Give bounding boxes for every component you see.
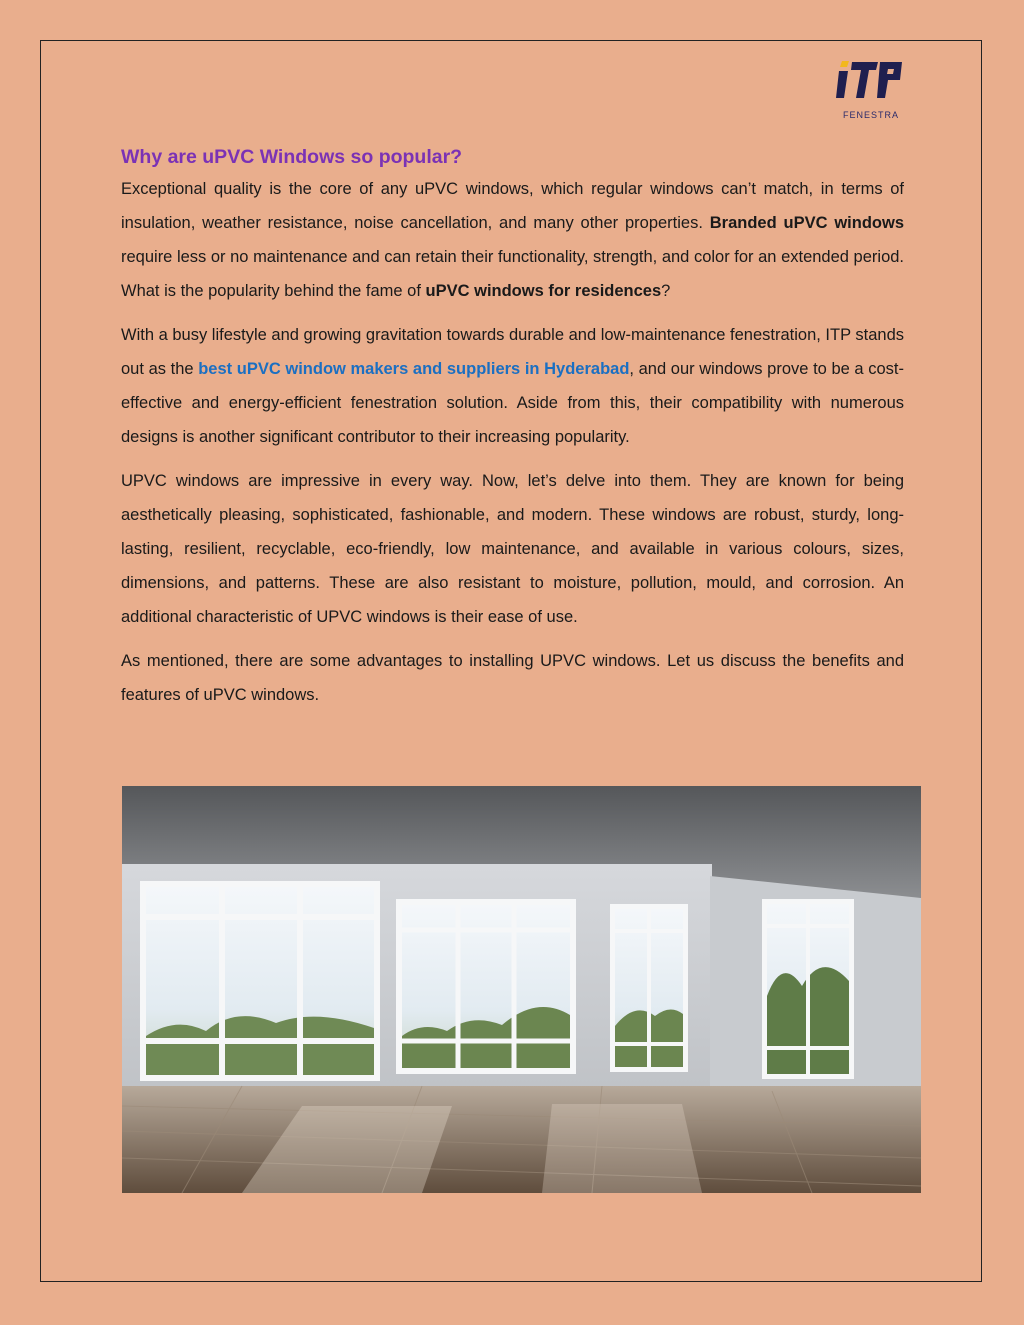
p1-text-3: ?: [661, 282, 671, 300]
paragraph-3: UPVC windows are impressive in every way. Now, let’s delve into them. They are known for being aesthetically pleasing, sophisticated, fashionable, and modern. These windows are robust, sturdy, long-lasting, resilient, recyclable, eco-friendly, low maintenance, and available in various colours, sizes, dimensions, and patterns. These are also resistant to moisture, pollution, mould, and corrosion. An additional characteristic of UPVC windows is their ease of use.: [121, 472, 904, 626]
itp-logo: [836, 58, 906, 122]
section-heading: Why are uPVC Windows so popular?: [121, 146, 463, 168]
room-windows-photo: [122, 786, 921, 1193]
p1-bold-residences: uPVC windows for residences: [425, 282, 662, 300]
article-body: [121, 142, 904, 722]
p1-text-1: Exceptional quality is the core of any uPVC windows, which regular windows can’t match, in terms of insulation, weather resistance, noise cancellation, and many other properties.: [121, 180, 904, 232]
p1-text-2: require less or no maintenance and can retain their functionality, strength, and color for an extended period. What is the popularity behind the fame of: [121, 248, 905, 300]
paragraph-1: [121, 172, 904, 308]
p2-text-1: With a busy lifestyle and growing gravitation towards durable and low-maintenance fenestration, ITP stands out as the: [121, 326, 904, 378]
paragraph-2: [121, 318, 904, 454]
p1-bold-branded: Branded uPVC windows: [709, 214, 904, 232]
hyderabad-link[interactable]: best uPVC window makers and suppliers in Hyderabad: [198, 360, 630, 378]
logo-subtext: FENESTRA: [842, 110, 899, 120]
p2-text-2: , and our windows prove to be a cost-effective and energy-efficient fenestration solution. Aside from this, their compatibility with numerous designs is another significant contributor to their increasing popularity.: [121, 360, 904, 446]
paragraph-4: As mentioned, there are some advantages to installing UPVC windows. Let us discuss the benefits and features of uPVC windows.: [121, 652, 904, 704]
